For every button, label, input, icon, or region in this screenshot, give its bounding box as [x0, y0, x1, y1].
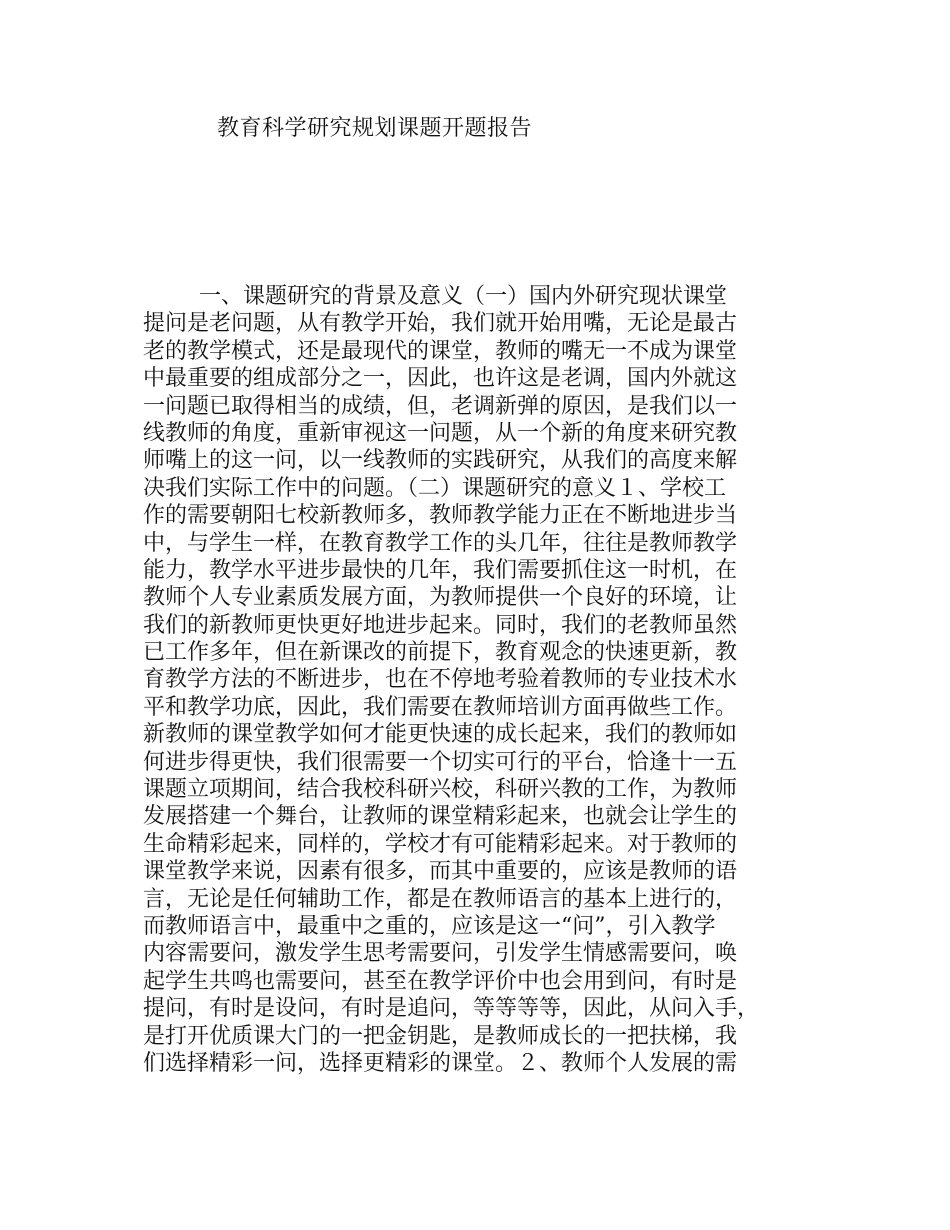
body-line: 起学生共鸣也需要问，甚至在教学评价中也会用到问，有时是 — [143, 968, 738, 994]
body-line: 教师个人专业素质发展方面，为教师提供一个良好的环境，让 — [143, 585, 738, 611]
body-line: 是打开优质课大门的一把金钥匙，是教师成长的一把扶梯，我 — [143, 1023, 738, 1049]
body-line: 提问，有时是设问，有时是追问，等等等等，因此，从问入手， — [143, 996, 760, 1022]
body-line: 新教师的课堂教学如何才能更快速的成长起来，我们的教师如 — [143, 722, 738, 748]
body-line: 生命精彩起来，同样的，学校才有可能精彩起来。对于教师的 — [143, 831, 738, 857]
body-line: 能力，教学水平进步最快的几年，我们需要抓住这一时机，在 — [143, 557, 738, 583]
body-line: 发展搭建一个舞台，让教师的课堂精彩起来，也就会让学生的 — [143, 804, 738, 830]
body-line: 言，无论是任何辅助工作，都是在教师语言的基本上进行的， — [143, 886, 738, 912]
body-line: 中，与学生一样，在教育教学工作的头几年，往往是教师教学 — [143, 530, 738, 556]
body-line: 一、课题研究的背景及意义（一）国内外研究现状课堂 — [143, 284, 727, 309]
body-line: 一问题已取得相当的成绩，但，老调新弹的原因，是我们以一 — [143, 393, 738, 419]
body-line: 提问是老问题，从有教学开始，我们就开始用嘴，无论是最古 — [143, 311, 738, 337]
body-line: 们选择精彩一问，选择更精彩的课堂。２、教师个人发展的需 — [143, 1050, 738, 1076]
body-line: 课堂教学来说，因素有很多，而其中重要的，应该是教师的语 — [143, 859, 738, 885]
body-line: 育教学方法的不断进步，也在不停地考验着教师的专业技术水 — [143, 667, 738, 693]
body-line: 课题立项期间，结合我校科研兴校，科研兴教的工作，为教师 — [143, 777, 738, 803]
body-line: 内容需要问，激发学生思考需要问，引发学生情感需要问，唤 — [143, 941, 738, 967]
body-line: 中最重要的组成部分之一，因此，也许这是老调，国内外就这 — [143, 366, 738, 392]
body-line: 而教师语言中，最重中之重的，应该是这一“问”，引入教学 — [143, 913, 716, 939]
body-line: 线教师的角度，重新审视这一问题，从一个新的角度来研究教 — [143, 420, 738, 446]
body-line: 师嘴上的这一问，以一线教师的实践研究，从我们的高度来解 — [143, 448, 738, 474]
body-line: 我们的新教师更快更好地进步起来。同时，我们的老教师虽然 — [143, 612, 738, 638]
body-line: 作的需要朝阳七校新教师多，教师教学能力正在不断地进步当 — [143, 503, 738, 529]
body-line: 老的教学模式，还是最现代的课堂，教师的嘴无一不成为课堂 — [143, 338, 738, 364]
document-title: 教育科学研究规划课题开题报告 — [217, 116, 533, 141]
body-line: 平和教学功底，因此，我们需要在教师培训方面再做些工作。 — [143, 694, 738, 720]
body-line: 已工作多年，但在新课改的前提下，教育观念的快速更新，教 — [143, 640, 738, 666]
body-line: 决我们实际工作中的问题。（二）课题研究的意义１、学校工 — [143, 475, 727, 501]
body-line: 何进步得更快，我们很需要一个切实可行的平台，恰逢十一五 — [143, 749, 738, 775]
body-paragraph — [143, 283, 833, 1077]
